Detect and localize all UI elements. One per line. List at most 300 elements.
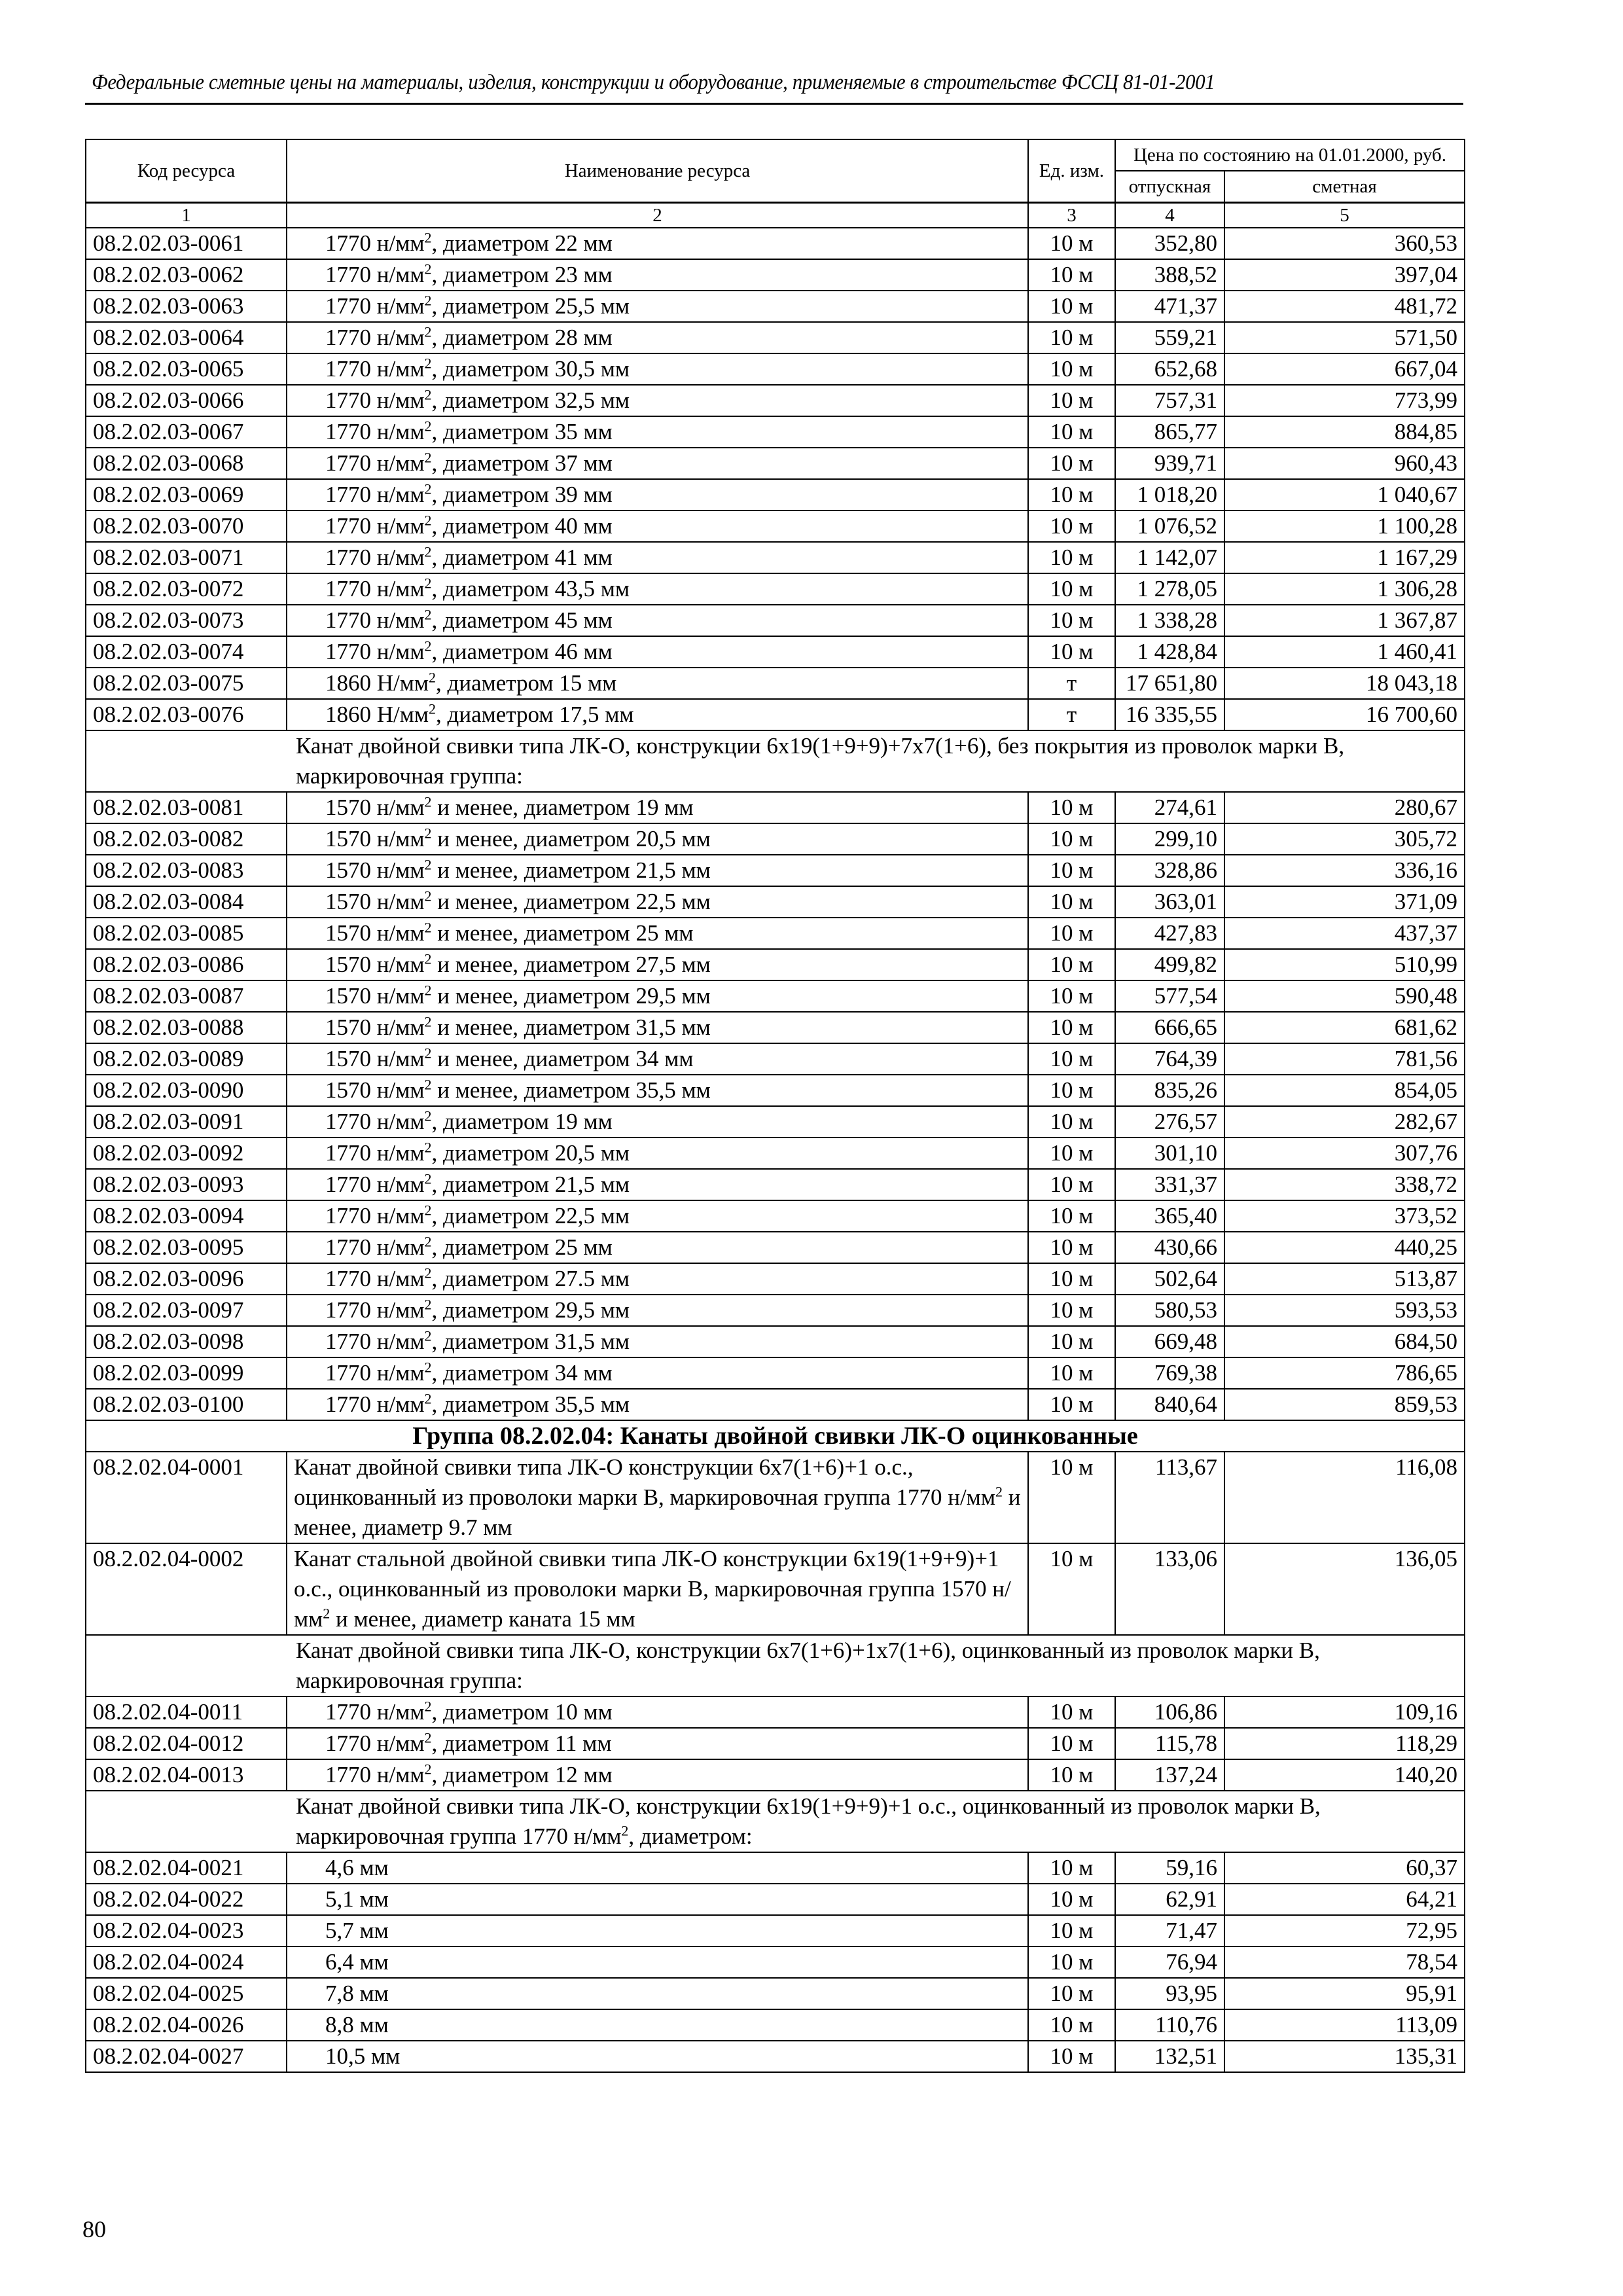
resource-name bbox=[287, 1075, 1028, 1106]
price-release: 132,51 bbox=[1115, 2041, 1224, 2072]
resource-name-tail: и менее, диаметром 31,5 мм bbox=[431, 1014, 711, 1040]
resource-code: 08.2.02.04-0021 bbox=[86, 1852, 287, 1884]
price-estimate: 773,99 bbox=[1224, 385, 1465, 416]
table-row bbox=[86, 1169, 1465, 1200]
resource-code: 08.2.02.03-0070 bbox=[86, 511, 287, 542]
resource-code: 08.2.02.03-0061 bbox=[86, 228, 287, 259]
resource-name-tail: , диаметром 34 мм bbox=[431, 1360, 613, 1386]
resource-code: 08.2.02.04-0002 bbox=[86, 1543, 287, 1635]
resource-name bbox=[287, 1295, 1028, 1326]
price-estimate: 135,31 bbox=[1224, 2041, 1465, 2072]
resource-code: 08.2.02.03-0064 bbox=[86, 322, 287, 353]
price-estimate: 18 043,18 bbox=[1224, 668, 1465, 699]
unit: 10 м bbox=[1028, 1357, 1115, 1389]
resource-name bbox=[287, 1326, 1028, 1357]
superscript: 2 bbox=[621, 1822, 629, 1839]
resource-code: 08.2.02.03-0081 bbox=[86, 792, 287, 823]
resource-name bbox=[287, 228, 1028, 259]
resource-name-tail: , диаметром 31,5 мм bbox=[431, 1329, 630, 1354]
price-release: 93,95 bbox=[1115, 1978, 1224, 2009]
unit: 10 м bbox=[1028, 949, 1115, 980]
resource-name-text: 1770 н/мм bbox=[325, 293, 425, 319]
resource-code: 08.2.02.03-0087 bbox=[86, 980, 287, 1012]
superscript: 2 bbox=[429, 700, 437, 717]
resource-name-text: 1570 н/мм bbox=[325, 952, 425, 977]
resource-name-text: Канат двойной свивки типа ЛК-О конструкции 6х7(1+6)+1 о.с., оцинкованный из проволоки марки В, маркировочная группа 1770 н/мм bbox=[294, 1454, 995, 1510]
resource-name bbox=[287, 823, 1028, 855]
price-release: 669,48 bbox=[1115, 1326, 1224, 1357]
resource-name-text: 8,8 мм bbox=[325, 2012, 389, 2037]
resource-code: 08.2.02.03-0062 bbox=[86, 259, 287, 291]
price-estimate: 95,91 bbox=[1224, 1978, 1465, 2009]
price-release: 113,67 bbox=[1115, 1452, 1224, 1543]
superscript: 2 bbox=[424, 1390, 432, 1407]
price-release: 110,76 bbox=[1115, 2009, 1224, 2041]
resource-name bbox=[287, 1728, 1028, 1759]
superscript: 2 bbox=[424, 449, 432, 466]
resource-name-text: 1770 н/мм bbox=[325, 1203, 425, 1229]
resource-name-tail: , диаметром 28 мм bbox=[431, 325, 613, 350]
price-estimate: 140,20 bbox=[1224, 1759, 1465, 1791]
table-row bbox=[86, 1043, 1465, 1075]
price-release: 840,64 bbox=[1115, 1389, 1224, 1420]
unit: 10 м bbox=[1028, 1200, 1115, 1232]
price-release: 577,54 bbox=[1115, 980, 1224, 1012]
superscript: 2 bbox=[424, 606, 432, 623]
table-row bbox=[86, 1946, 1465, 1978]
table-row bbox=[86, 1852, 1465, 1884]
section-note-text: Канат двойной свивки типа ЛК-О, конструкции 6х7(1+6)+1х7(1+6), оцинкованный из проволок марки В, маркировочная группа: bbox=[296, 1638, 1320, 1693]
superscript: 2 bbox=[424, 229, 432, 246]
superscript: 2 bbox=[429, 669, 437, 686]
resource-code: 08.2.02.03-0086 bbox=[86, 949, 287, 980]
table-row bbox=[86, 1326, 1465, 1357]
superscript: 2 bbox=[995, 1483, 1003, 1500]
resource-name bbox=[287, 1915, 1028, 1946]
resource-name-tail: , диаметром 15 мм bbox=[436, 670, 617, 696]
section-note-row bbox=[86, 1791, 1465, 1852]
resource-name-tail: , диаметром 43,5 мм bbox=[431, 576, 630, 601]
price-estimate: 64,21 bbox=[1224, 1884, 1465, 1915]
unit: 10 м bbox=[1028, 886, 1115, 918]
resource-code: 08.2.02.03-0095 bbox=[86, 1232, 287, 1263]
table-row bbox=[86, 1884, 1465, 1915]
header-unit: Ед. изм. bbox=[1028, 139, 1115, 203]
price-release: 106,86 bbox=[1115, 1696, 1224, 1728]
price-release: 1 338,28 bbox=[1115, 605, 1224, 636]
table-row bbox=[86, 1389, 1465, 1420]
superscript: 2 bbox=[424, 1233, 432, 1250]
section-note-text: Канат двойной свивки типа ЛК-О, конструкции 6х19(1+9+9)+7х7(1+6), без покрытия из проволок марки В, маркировочная группа: bbox=[296, 733, 1345, 789]
price-estimate: 371,09 bbox=[1224, 886, 1465, 918]
resource-name bbox=[287, 1978, 1028, 2009]
price-estimate: 113,09 bbox=[1224, 2009, 1465, 2041]
resource-name-tail: , диаметром 30,5 мм bbox=[431, 356, 630, 382]
table-row bbox=[86, 1200, 1465, 1232]
unit: 10 м bbox=[1028, 1138, 1115, 1169]
price-release: 1 076,52 bbox=[1115, 511, 1224, 542]
table-row bbox=[86, 1357, 1465, 1389]
price-release: 328,86 bbox=[1115, 855, 1224, 886]
running-header: Федеральные сметные цены на материалы, изделия, конструкции и оборудование, применяемые в строительстве ФССЦ 81-01-2001 bbox=[92, 71, 1215, 94]
resource-name bbox=[287, 1759, 1028, 1791]
price-estimate: 781,56 bbox=[1224, 1043, 1465, 1075]
resource-name-tail: и менее, диаметр 9.7 мм bbox=[294, 1484, 1021, 1540]
resource-code: 08.2.02.03-0073 bbox=[86, 605, 287, 636]
price-estimate: 280,67 bbox=[1224, 792, 1465, 823]
unit: 10 м bbox=[1028, 2009, 1115, 2041]
resource-name-text: Канат стальной двойной свивки типа ЛК-О конструкции 6х19(1+9+9)+1 о.с., оцинкованный из проволоки марки В, маркировочная группа 1570 н/мм bbox=[294, 1546, 1011, 1632]
table-row bbox=[86, 1915, 1465, 1946]
resource-name-text: 1770 н/мм bbox=[325, 1266, 425, 1291]
resource-name bbox=[287, 918, 1028, 949]
table-row bbox=[86, 1263, 1465, 1295]
header-name: Наименование ресурса bbox=[287, 139, 1028, 203]
resource-code: 08.2.02.03-0074 bbox=[86, 636, 287, 668]
price-estimate: 593,53 bbox=[1224, 1295, 1465, 1326]
superscript: 2 bbox=[424, 480, 432, 497]
column-number-row bbox=[86, 203, 1465, 228]
resource-code: 08.2.02.03-0066 bbox=[86, 385, 287, 416]
price-release: 757,31 bbox=[1115, 385, 1224, 416]
resource-name-tail: и менее, диаметром 21,5 мм bbox=[431, 857, 711, 883]
resource-name-text: 1770 н/мм bbox=[325, 1172, 425, 1197]
price-release: 17 651,80 bbox=[1115, 668, 1224, 699]
resource-name-text: 1770 н/мм bbox=[325, 1762, 425, 1787]
resource-code: 08.2.02.04-0022 bbox=[86, 1884, 287, 1915]
section-note-row bbox=[86, 730, 1465, 792]
table-row bbox=[86, 823, 1465, 855]
unit: 10 м bbox=[1028, 1728, 1115, 1759]
resource-name-tail: , диаметром 22,5 мм bbox=[431, 1203, 630, 1229]
table-row bbox=[86, 792, 1465, 823]
resource-name-tail: и менее, диаметром 22,5 мм bbox=[431, 889, 711, 914]
price-release: 939,71 bbox=[1115, 448, 1224, 479]
price-estimate: 360,53 bbox=[1224, 228, 1465, 259]
resource-name bbox=[287, 1169, 1028, 1200]
resource-name-text: 1770 н/мм bbox=[325, 1360, 425, 1386]
unit: 10 м bbox=[1028, 1326, 1115, 1357]
price-release: 769,38 bbox=[1115, 1357, 1224, 1389]
resource-name-text: 1570 н/мм bbox=[325, 889, 425, 914]
resource-name-tail: , диаметром 21,5 мм bbox=[431, 1172, 630, 1197]
unit: 10 м bbox=[1028, 1106, 1115, 1138]
price-release: 559,21 bbox=[1115, 322, 1224, 353]
superscript: 2 bbox=[424, 856, 432, 873]
resource-name-text: 1770 н/мм bbox=[325, 545, 425, 570]
unit: т bbox=[1028, 668, 1115, 699]
resource-name bbox=[287, 1389, 1028, 1420]
resource-name-tail: и менее, диаметр каната 15 мм bbox=[330, 1606, 635, 1632]
unit: т bbox=[1028, 699, 1115, 730]
price-release: 471,37 bbox=[1115, 291, 1224, 322]
table-row bbox=[86, 1295, 1465, 1326]
resource-code: 08.2.02.03-0069 bbox=[86, 479, 287, 511]
resource-name bbox=[287, 1452, 1028, 1543]
resource-name-tail: , диаметром 41 мм bbox=[431, 545, 613, 570]
resource-name-text: 1770 н/мм bbox=[325, 356, 425, 382]
resource-name-text: 1770 н/мм bbox=[325, 639, 425, 664]
resource-name-tail: и менее, диаметром 35,5 мм bbox=[431, 1077, 711, 1103]
price-release: 388,52 bbox=[1115, 259, 1224, 291]
price-release: 427,83 bbox=[1115, 918, 1224, 949]
superscript: 2 bbox=[424, 418, 432, 435]
header-price-estimate: сметная bbox=[1224, 171, 1465, 203]
resource-code: 08.2.02.03-0071 bbox=[86, 542, 287, 573]
table-row bbox=[86, 448, 1465, 479]
price-estimate: 786,65 bbox=[1224, 1357, 1465, 1389]
resource-name-tail: , диаметром 46 мм bbox=[431, 639, 613, 664]
superscript: 2 bbox=[424, 1202, 432, 1219]
price-release: 835,26 bbox=[1115, 1075, 1224, 1106]
resource-code: 08.2.02.03-0092 bbox=[86, 1138, 287, 1169]
price-release: 276,57 bbox=[1115, 1106, 1224, 1138]
price-estimate: 16 700,60 bbox=[1224, 699, 1465, 730]
price-estimate: 884,85 bbox=[1224, 416, 1465, 448]
superscript: 2 bbox=[424, 1296, 432, 1313]
table-row bbox=[86, 1232, 1465, 1263]
superscript: 2 bbox=[323, 1605, 330, 1622]
resource-name bbox=[287, 573, 1028, 605]
price-estimate: 118,29 bbox=[1224, 1728, 1465, 1759]
resource-name-tail: и менее, диаметром 29,5 мм bbox=[431, 983, 711, 1009]
price-release: 652,68 bbox=[1115, 353, 1224, 385]
price-estimate: 397,04 bbox=[1224, 259, 1465, 291]
resource-code: 08.2.02.03-0072 bbox=[86, 573, 287, 605]
resource-code: 08.2.02.03-0096 bbox=[86, 1263, 287, 1295]
superscript: 2 bbox=[424, 637, 432, 655]
resource-name-text: 4,6 мм bbox=[325, 1855, 389, 1880]
superscript: 2 bbox=[424, 543, 432, 560]
price-estimate: 307,76 bbox=[1224, 1138, 1465, 1169]
resource-name-tail: , диаметром 29,5 мм bbox=[431, 1297, 630, 1323]
resource-name-text: 1570 н/мм bbox=[325, 857, 425, 883]
table-row bbox=[86, 1138, 1465, 1169]
resource-code: 08.2.02.03-0099 bbox=[86, 1357, 287, 1389]
resource-name bbox=[287, 1543, 1028, 1635]
unit: 10 м bbox=[1028, 980, 1115, 1012]
table-row bbox=[86, 2009, 1465, 2041]
price-release: 865,77 bbox=[1115, 416, 1224, 448]
table-row bbox=[86, 228, 1465, 259]
resource-name-text: 1770 н/мм bbox=[325, 419, 425, 444]
price-estimate: 667,04 bbox=[1224, 353, 1465, 385]
unit: 10 м bbox=[1028, 511, 1115, 542]
resource-name-text: 1570 н/мм bbox=[325, 920, 425, 946]
unit: 10 м bbox=[1028, 1389, 1115, 1420]
unit: 10 м bbox=[1028, 416, 1115, 448]
resource-name bbox=[287, 353, 1028, 385]
table-row bbox=[86, 542, 1465, 573]
resource-code: 08.2.02.03-0067 bbox=[86, 416, 287, 448]
column-number: 4 bbox=[1115, 203, 1224, 228]
price-estimate: 684,50 bbox=[1224, 1326, 1465, 1357]
price-estimate: 510,99 bbox=[1224, 949, 1465, 980]
table-row bbox=[86, 1696, 1465, 1728]
price-release: 133,06 bbox=[1115, 1543, 1224, 1635]
price-release: 666,65 bbox=[1115, 1012, 1224, 1043]
unit: 10 м bbox=[1028, 259, 1115, 291]
resource-name-tail: и менее, диаметром 19 мм bbox=[431, 795, 694, 820]
resource-code: 08.2.02.04-0012 bbox=[86, 1728, 287, 1759]
resource-name-text: 1770 н/мм bbox=[325, 576, 425, 601]
superscript: 2 bbox=[424, 386, 432, 403]
table-row bbox=[86, 605, 1465, 636]
resource-name-tail: , диаметром 25,5 мм bbox=[431, 293, 630, 319]
price-estimate: 1 040,67 bbox=[1224, 479, 1465, 511]
table-row bbox=[86, 949, 1465, 980]
table-row bbox=[86, 1106, 1465, 1138]
resource-name-tail: , диаметром 20,5 мм bbox=[431, 1140, 630, 1166]
price-release: 363,01 bbox=[1115, 886, 1224, 918]
resource-name bbox=[287, 1043, 1028, 1075]
resource-name bbox=[287, 1200, 1028, 1232]
superscript: 2 bbox=[424, 1327, 432, 1344]
price-estimate: 336,16 bbox=[1224, 855, 1465, 886]
price-estimate: 1 100,28 bbox=[1224, 511, 1465, 542]
unit: 10 м bbox=[1028, 1452, 1115, 1543]
price-release: 1 142,07 bbox=[1115, 542, 1224, 573]
header-price-release: отпускная bbox=[1115, 171, 1224, 203]
superscript: 2 bbox=[424, 1359, 432, 1376]
price-estimate: 305,72 bbox=[1224, 823, 1465, 855]
superscript: 2 bbox=[424, 1045, 432, 1062]
table-row bbox=[86, 479, 1465, 511]
group-title-row bbox=[86, 1420, 1465, 1452]
price-estimate: 1 306,28 bbox=[1224, 573, 1465, 605]
resource-name-tail: и менее, диаметром 20,5 мм bbox=[431, 826, 711, 852]
resource-code: 08.2.02.03-0098 bbox=[86, 1326, 287, 1357]
unit: 10 м bbox=[1028, 855, 1115, 886]
resource-code: 08.2.02.04-0013 bbox=[86, 1759, 287, 1791]
resource-name-text: 1770 н/мм bbox=[325, 482, 425, 507]
resource-name bbox=[287, 668, 1028, 699]
superscript: 2 bbox=[424, 1076, 432, 1093]
resource-name-text: 1860 Н/мм bbox=[325, 702, 429, 727]
price-estimate: 437,37 bbox=[1224, 918, 1465, 949]
price-release: 115,78 bbox=[1115, 1728, 1224, 1759]
price-estimate: 116,08 bbox=[1224, 1452, 1465, 1543]
resource-name-text: 1770 н/мм bbox=[325, 1109, 425, 1134]
table-row bbox=[86, 322, 1465, 353]
resource-code: 08.2.02.03-0083 bbox=[86, 855, 287, 886]
superscript: 2 bbox=[424, 982, 432, 999]
resource-name-text: 1770 н/мм bbox=[325, 1140, 425, 1166]
table-row bbox=[86, 918, 1465, 949]
resource-name-text: 1570 н/мм bbox=[325, 795, 425, 820]
resource-code: 08.2.02.03-0084 bbox=[86, 886, 287, 918]
unit: 10 м bbox=[1028, 792, 1115, 823]
section-note bbox=[86, 730, 1465, 792]
resource-name-tail: , диаметром 10 мм bbox=[431, 1699, 613, 1725]
unit: 10 м bbox=[1028, 823, 1115, 855]
superscript: 2 bbox=[424, 919, 432, 936]
resource-name-tail: , диаметром 32,5 мм bbox=[431, 387, 630, 413]
resource-name-tail: , диаметром 40 мм bbox=[431, 513, 613, 539]
price-release: 764,39 bbox=[1115, 1043, 1224, 1075]
price-estimate: 590,48 bbox=[1224, 980, 1465, 1012]
resource-name-text: 1770 н/мм bbox=[325, 1329, 425, 1354]
resource-name-text: 1770 н/мм bbox=[325, 607, 425, 633]
price-table bbox=[85, 139, 1465, 2073]
superscript: 2 bbox=[424, 825, 432, 842]
unit: 10 м bbox=[1028, 291, 1115, 322]
price-estimate: 571,50 bbox=[1224, 322, 1465, 353]
resource-name-text: 1770 н/мм bbox=[325, 262, 425, 287]
unit: 10 м bbox=[1028, 542, 1115, 573]
unit: 10 м bbox=[1028, 636, 1115, 668]
resource-name-text: 1860 Н/мм bbox=[325, 670, 429, 696]
table-row bbox=[86, 1978, 1465, 2009]
unit: 10 м bbox=[1028, 228, 1115, 259]
table-row bbox=[86, 416, 1465, 448]
resource-name bbox=[287, 1852, 1028, 1884]
resource-name-tail: , диаметром 35,5 мм bbox=[431, 1391, 630, 1417]
price-estimate: 1 167,29 bbox=[1224, 542, 1465, 573]
price-release: 62,91 bbox=[1115, 1884, 1224, 1915]
price-release: 1 018,20 bbox=[1115, 479, 1224, 511]
resource-code: 08.2.02.03-0100 bbox=[86, 1389, 287, 1420]
resource-code: 08.2.02.03-0090 bbox=[86, 1075, 287, 1106]
unit: 10 м bbox=[1028, 1852, 1115, 1884]
price-estimate: 513,87 bbox=[1224, 1263, 1465, 1295]
unit: 10 м bbox=[1028, 1946, 1115, 1978]
price-estimate: 481,72 bbox=[1224, 291, 1465, 322]
unit: 10 м bbox=[1028, 1169, 1115, 1200]
table-row bbox=[86, 699, 1465, 730]
unit: 10 м bbox=[1028, 918, 1115, 949]
resource-code: 08.2.02.03-0097 bbox=[86, 1295, 287, 1326]
resource-name-text: 6,4 мм bbox=[325, 1949, 389, 1975]
unit: 10 м bbox=[1028, 448, 1115, 479]
resource-code: 08.2.02.03-0068 bbox=[86, 448, 287, 479]
resource-name bbox=[287, 1138, 1028, 1169]
price-release: 59,16 bbox=[1115, 1852, 1224, 1884]
resource-name-tail: , диаметром 22 мм bbox=[431, 230, 613, 256]
resource-name-tail: , диаметром 17,5 мм bbox=[436, 702, 634, 727]
unit: 10 м bbox=[1028, 573, 1115, 605]
superscript: 2 bbox=[424, 260, 432, 278]
unit: 10 м bbox=[1028, 1543, 1115, 1635]
resource-name bbox=[287, 605, 1028, 636]
unit: 10 м bbox=[1028, 1263, 1115, 1295]
resource-name-text: 1770 н/мм bbox=[325, 387, 425, 413]
resource-name bbox=[287, 1946, 1028, 1978]
resource-code: 08.2.02.03-0089 bbox=[86, 1043, 287, 1075]
resource-name-text: 1770 н/мм bbox=[325, 1731, 425, 1756]
resource-name-text: 1570 н/мм bbox=[325, 1014, 425, 1040]
price-estimate: 60,37 bbox=[1224, 1852, 1465, 1884]
section-note bbox=[86, 1635, 1465, 1696]
column-number: 5 bbox=[1224, 203, 1465, 228]
unit: 10 м bbox=[1028, 1232, 1115, 1263]
resource-name-text: 1570 н/мм bbox=[325, 1046, 425, 1071]
resource-name-text: 1770 н/мм bbox=[325, 230, 425, 256]
price-estimate: 859,53 bbox=[1224, 1389, 1465, 1420]
resource-name-tail: , диаметром 25 мм bbox=[431, 1234, 613, 1260]
unit: 10 м bbox=[1028, 353, 1115, 385]
column-number: 3 bbox=[1028, 203, 1115, 228]
resource-code: 08.2.02.04-0001 bbox=[86, 1452, 287, 1543]
superscript: 2 bbox=[424, 1170, 432, 1187]
superscript: 2 bbox=[424, 888, 432, 905]
price-release: 1 278,05 bbox=[1115, 573, 1224, 605]
column-number: 1 bbox=[86, 203, 287, 228]
resource-code: 08.2.02.03-0094 bbox=[86, 1200, 287, 1232]
resource-name bbox=[287, 792, 1028, 823]
resource-name bbox=[287, 636, 1028, 668]
unit: 10 м bbox=[1028, 385, 1115, 416]
